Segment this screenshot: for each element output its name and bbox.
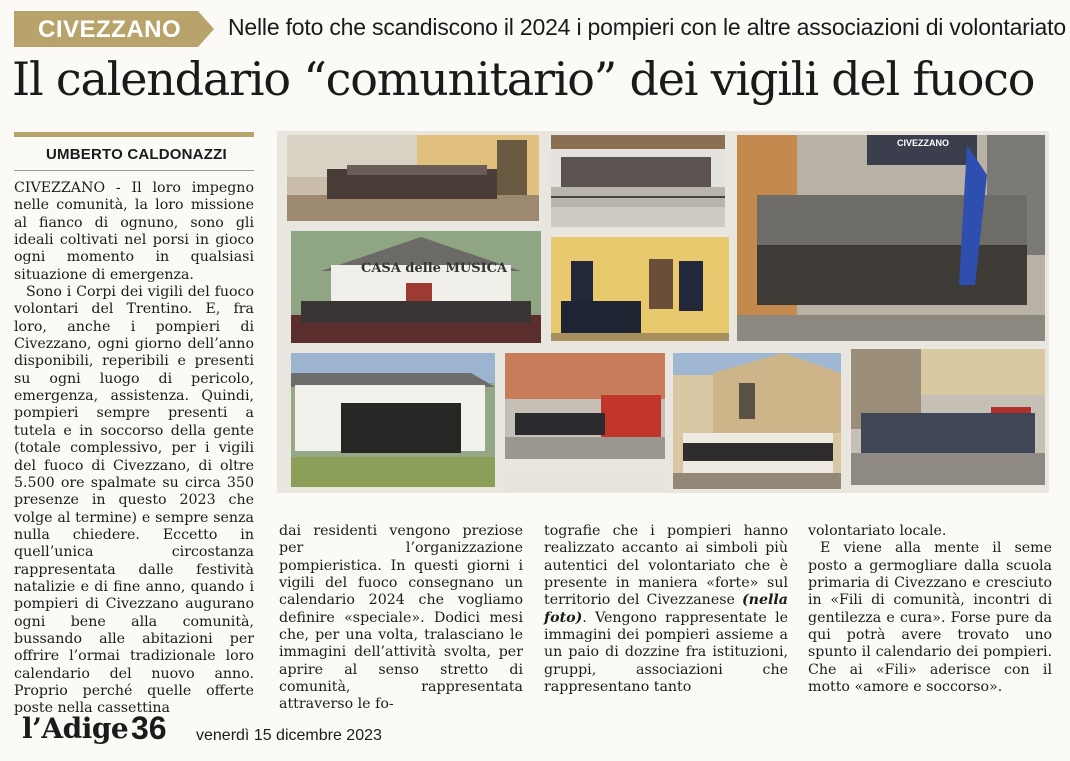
page-number: 36 [131, 710, 167, 746]
headline: Il calendario “comunitario” dei vigili del fuoco [12, 52, 1035, 106]
photo-alpini-banner-drawing [737, 135, 1045, 341]
article-column-1 [14, 180, 254, 717]
photo-truck-drawing [505, 353, 665, 459]
paragraph-1: CIVEZZANO - Il loro impegno nelle comunità, la loro missione al fianco di ognuno, sono gli ideali coltivati nel porsi in gioco ogni momento in qualsiasi situazione di emergenza. [14, 180, 254, 283]
kicker: Nelle foto che scandiscono il 2024 i pompieri con le altre associazioni di volontariato [228, 14, 1066, 40]
issue-date: venerdì 15 dicembre 2023 [196, 727, 382, 744]
paragraph-3: dai residenti vengono preziose per l’organizzazione pompieristica. In questi giorni i vigili del fuoco consegnano un calendario 2024 che vogliamo definire «speciale». Dodici mesi che, per una volta, tralasciano le immagini dell’attività svolta, per aprire al senso stretto di comunità, rappresentata attraverso le fo- [279, 523, 523, 713]
article-column-2 [279, 523, 523, 713]
photo-group-street-drawing [287, 135, 539, 221]
article-column-3 [544, 523, 788, 695]
article-column-4 [808, 523, 1052, 695]
photo-white-building-drawing [291, 353, 495, 487]
photo-truck [505, 353, 665, 459]
photo-balcony-drawing [551, 135, 725, 227]
photo-collage [277, 131, 1049, 493]
photo-church-children-drawing [673, 353, 841, 489]
byline: UMBERTO CALDONAZZI [46, 146, 227, 163]
photo-square-group [851, 349, 1045, 485]
photo-alpini-banner [737, 135, 1045, 341]
photo-casa-musica-drawing [291, 231, 541, 343]
photo-church-children [673, 353, 841, 489]
photo-square-group-drawing [851, 349, 1045, 485]
photo-firefighters-wall [551, 237, 729, 341]
banner-sign: CIVEZZANO [897, 138, 950, 148]
photo-strip [505, 471, 665, 491]
photo-casa-musica [291, 231, 541, 343]
paragraph-2: Sono i Corpi dei vigili del fuoco volontari del Trentino. E, fra loro, anche i pompieri di Civezzano, ogni giorno dell’anno disponibili, reperibili e presenti su ogni luogo di pericolo, emergenza, assistenza. Quindi, pompieri sempre presenti a tutela e in soccorso della gente (totale complessivo, per i vigili del fuoco di Civezzano, di oltre 5.500 ore spalmate su circa 350 presenze in questo 2023 che volge al termine) e sempre senza nulla chiedere. Eccetto in quell’unica circostanza rappresentata dalle festività natalizie e di fine anno, quando i pompieri di Civezzano augurano ogni bene alla comunità, bussando alle abitazioni per offrire l’ormai tradizionale loro calendario del nuovo anno. Proprio perché quelle offerte poste nella cassettina [14, 284, 254, 717]
section-tag-label: CIVEZZANO [38, 16, 182, 43]
casa-musica-sign: CASA delle MUSICA [361, 261, 508, 276]
photo-group-street [287, 135, 539, 221]
section-tag [14, 11, 214, 47]
byline-bottom-rule [14, 170, 254, 171]
paragraph-5: volontariato locale. [808, 523, 947, 539]
paragraph-4 [544, 523, 788, 696]
paragraph-4-text: tografie che i pompieri hanno realizzato accanto ai simboli più autentici del volontariato che è presente in maniera «forte» sul territorio del Civezzanese [544, 523, 788, 609]
photo-firefighters-wall-drawing [551, 237, 729, 341]
photo-reference: (nella foto) [544, 592, 788, 626]
newspaper-logo: l’Adige [22, 712, 129, 745]
paragraph-4-text-cont: . Vengono rappresentate le immagini dei pompieri assieme a un paio di dozzine fra istituzioni, gruppi, associazioni che rappresentano tanto [544, 609, 788, 696]
photo-balcony [551, 135, 725, 227]
byline-top-rule [14, 132, 254, 137]
paragraph-6: E viene alla mente il seme posto a germogliare dalla scuola primaria di Civezzano e cresciuto in «Fili di comunità, incontri di gentilezza e cura». Forse pure da qui potrà avere trovato uno spunto il calendario dei pompieri. Che ai «Fili» aderisce con il motto «amore e soccorso». [808, 540, 1052, 696]
photo-white-building [291, 353, 495, 487]
